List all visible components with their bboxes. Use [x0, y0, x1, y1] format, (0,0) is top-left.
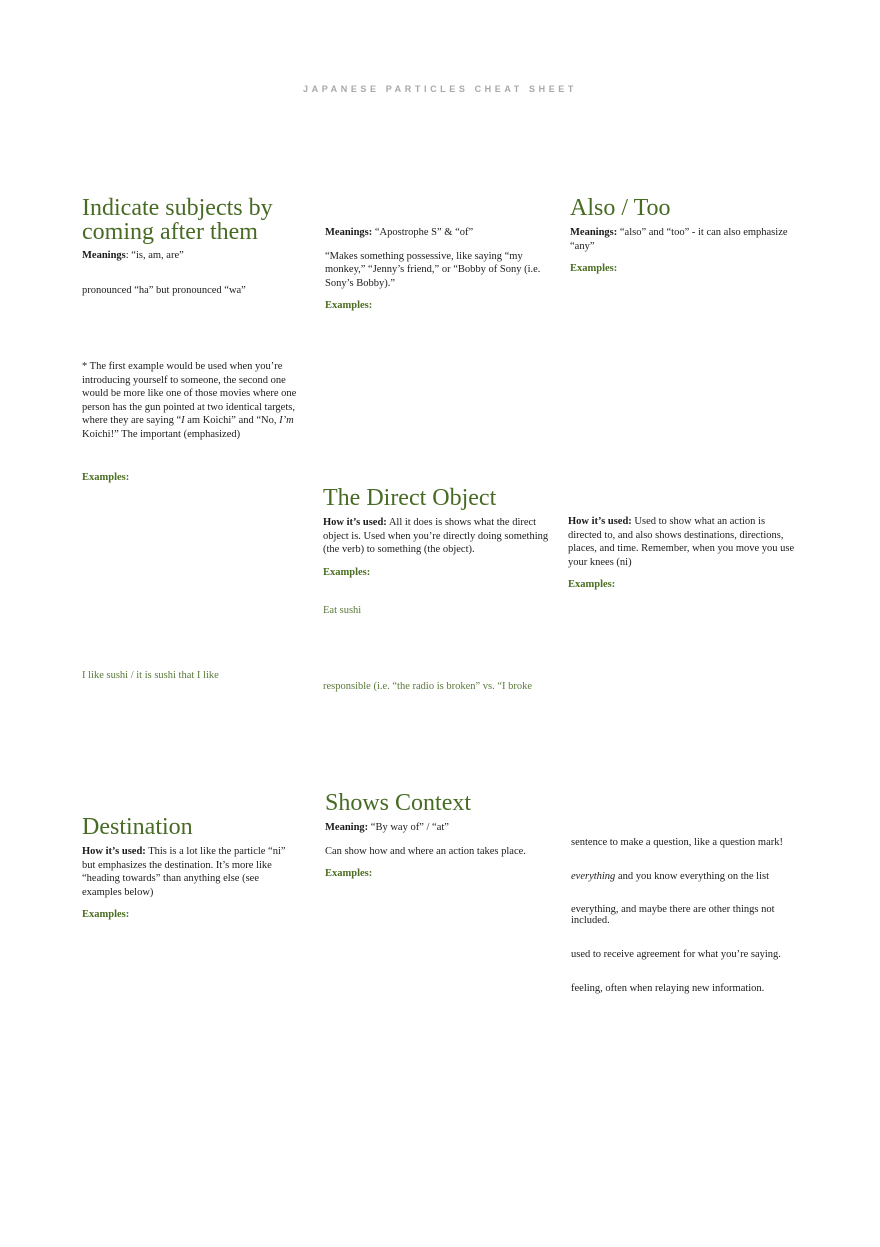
misc-line-included: everything, and maybe there are other things not included. [571, 904, 775, 926]
direct-object-how-label: How it’s used: [323, 517, 387, 528]
ni-card [568, 515, 798, 590]
context-meaning [325, 821, 553, 835]
context-description: Can show how and where an action takes place. [325, 845, 526, 857]
context-meaning-value: “By way of” / “at” [368, 822, 449, 833]
possessive-description: “Makes something possessive, like saying “my monkey,” “Jenny’s friend,” or “Bobby of Sony (i.e. Sony’s Bobby).” [325, 250, 541, 289]
misc-line-everything [571, 870, 799, 884]
subject-footnote [82, 360, 308, 442]
also-meanings [570, 226, 790, 253]
page-header: JAPANESE PARTICLES CHEAT SHEET [302, 84, 578, 94]
subject-example-text: I like sushi / it is sushi that I like [82, 670, 219, 681]
context-meaning-label: Meaning: [325, 822, 369, 833]
possessive-meanings-value: “Apostrophe S” & “of” [372, 227, 474, 238]
possessive-examples-label: Examples: [325, 300, 373, 312]
direct-object-card [323, 486, 551, 578]
ni-how [568, 515, 798, 569]
also-meanings-value: “also” and “too” - it can also emphasize “any” [570, 227, 788, 252]
also-card [570, 196, 790, 274]
ni-how-value: Used to show what an action is directed to, and also shows destinations, directions, places, and time. Remember, when you move you use your knees (ni) [568, 516, 795, 568]
direct-object-examples-label: Examples: [323, 566, 371, 578]
possessive-card [325, 226, 551, 311]
destination-card [82, 815, 300, 920]
subject-meanings [82, 249, 310, 263]
direct-object-how-value: All it does is shows what the direct object is. Used when you’re directly doing something (the verb) to something (the object). [323, 517, 549, 556]
subject-title [82, 196, 310, 244]
destination-title: Destination [82, 814, 193, 840]
subject-footnote-a: * The first example would be used when you’re introducing yourself to someone, the second one would be more like one of those movies where one person has the gun pointed at two identical targets, where they are saying “ [82, 361, 297, 427]
subject-meanings-label: Meanings [82, 250, 126, 261]
destination-how-label: How it’s used: [82, 846, 146, 857]
misc-line-agreement: used to receive agreement for what you’re saying. [571, 949, 781, 960]
subject-footnote-b: am Koichi” and “No, [184, 415, 280, 427]
ni-how-label: How it’s used: [568, 516, 632, 527]
misc-line-feeling: feeling, often when relaying new information. [571, 983, 765, 994]
subject-card [82, 196, 310, 263]
ni-examples-label: Examples: [568, 579, 616, 591]
context-title: Shows Context [325, 790, 472, 816]
destination-how-value: This is a lot like the particle “ni” but emphasizes the destination. It’s more like “heading towards” than anything else (see examples below) [82, 846, 286, 898]
destination-examples-label: Examples: [82, 909, 130, 921]
subject-title-line1: Indicate subjects by [82, 195, 273, 221]
direct-object-title: The Direct Object [323, 485, 497, 511]
direct-object-how [323, 516, 551, 557]
possessive-meanings-label: Meanings: [325, 227, 373, 238]
also-examples-label: Examples: [570, 263, 618, 275]
direct-object-example1: Eat sushi [323, 605, 362, 616]
subject-footnote-italic1: I [181, 415, 185, 427]
subject-pronounced: pronounced “ha” but pronounced “wa” [82, 285, 246, 296]
misc-line-everything-italic: everything [571, 871, 616, 882]
context-card [325, 791, 553, 879]
subject-title-line2: coming after them [82, 219, 258, 245]
subject-meanings-value: : “is, am, are” [125, 250, 184, 261]
misc-line-everything-rest: and you know everything on the list [615, 871, 769, 882]
also-title: Also / Too [570, 195, 671, 221]
direct-object-example2: responsible (i.e. “the radio is broken” vs. “I broke [323, 681, 533, 692]
also-meanings-label: Meanings: [570, 227, 618, 238]
subject-examples-label: Examples: [82, 472, 130, 483]
context-examples-label: Examples: [325, 868, 373, 880]
possessive-meanings [325, 226, 551, 240]
subject-footnote-c: Koichi!” The important (emphasized) [82, 428, 241, 440]
destination-how [82, 845, 300, 899]
subject-footnote-italic2: I’m [279, 415, 294, 427]
misc-line-question: sentence to make a question, like a question mark! [571, 837, 783, 848]
